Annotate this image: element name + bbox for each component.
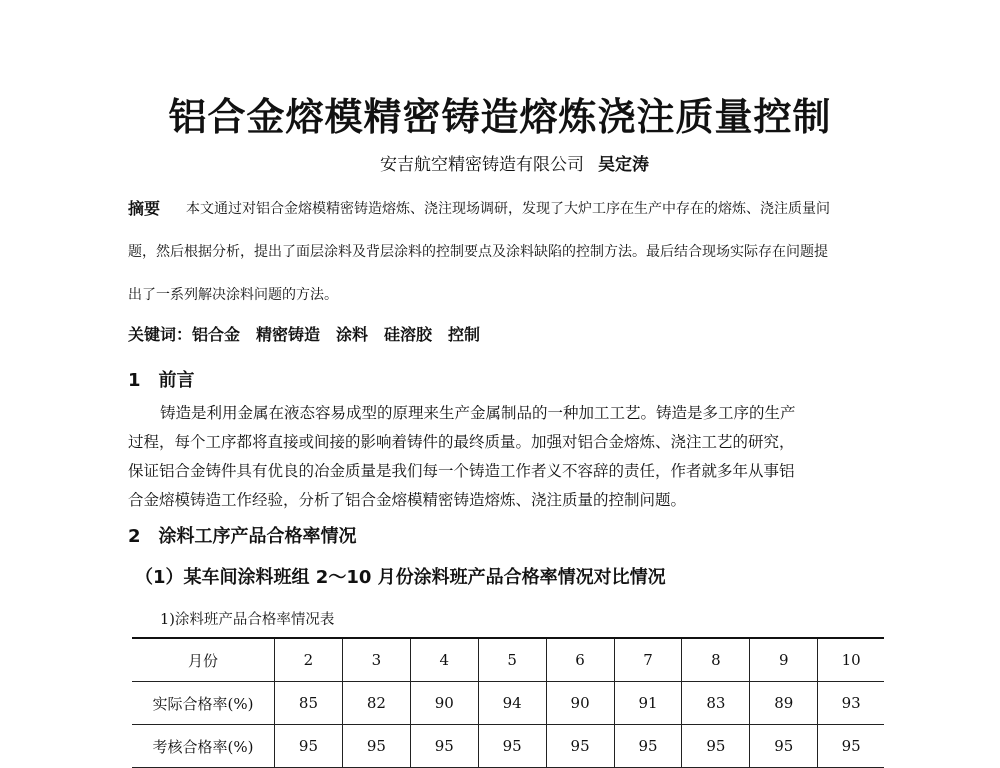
- table-cell: 95: [342, 725, 410, 768]
- table-row-actual: [132, 682, 884, 725]
- table-row-target: [132, 725, 884, 768]
- section-heading-intro: 1 前言: [128, 370, 195, 391]
- table-cell: 85: [275, 682, 343, 725]
- table-header-cell: 月份: [132, 638, 275, 682]
- table-cell: 95: [275, 725, 343, 768]
- paragraph-line: 过程，每个工序都将直接或间接的影响着铸件的最终质量。加强对铝合金熔炼、浇注工艺的研究，: [128, 433, 795, 451]
- paragraph-line: 合金熔模铸造工作经验，分析了铝合金熔模精密铸造熔炼、浇注质量的控制问题。: [128, 491, 687, 509]
- paragraph-line: 铸造是利用金属在液态容易成型的原理来生产金属制品的一种加工工艺。铸造是多工序的生产: [160, 404, 796, 422]
- subsection-heading: （1）某车间涂料班组 2～10 月份涂料班产品合格率情况对比情况: [135, 567, 666, 588]
- table-caption: 1)涂料班产品合格率情况表: [160, 612, 335, 628]
- table-header-cell: 5: [478, 638, 546, 682]
- table-cell: 93: [818, 682, 884, 725]
- table-header-cell: 6: [546, 638, 614, 682]
- table-header-cell: 2: [275, 638, 343, 682]
- abstract-line: 本文通过对铝合金熔模精密铸造熔炼、浇注现场调研，发现了大炉工序在生产中存在的熔炼、浇注质量问: [186, 201, 830, 217]
- pass-rate-table: [132, 637, 884, 768]
- table-row-label: 实际合格率(%): [132, 682, 275, 725]
- table-cell: 95: [614, 725, 682, 768]
- table-header-cell: 9: [750, 638, 818, 682]
- table-cell: 82: [342, 682, 410, 725]
- abstract-line: 题，然后根据分析，提出了面层涂料及背层涂料的控制要点及涂料缺陷的控制方法。最后结合现场实际存在问题提: [128, 244, 828, 260]
- table-cell: 95: [478, 725, 546, 768]
- table-cell: 94: [478, 682, 546, 725]
- table-cell: 95: [750, 725, 818, 768]
- table-header-cell: 7: [614, 638, 682, 682]
- table-cell: 90: [410, 682, 478, 725]
- table-header-cell: 10: [818, 638, 884, 682]
- table-header-row: [132, 638, 884, 682]
- paper-title: 铝合金熔模精密铸造熔炼浇注质量控制: [168, 95, 832, 139]
- table-cell: 95: [818, 725, 884, 768]
- table-header-cell: 4: [410, 638, 478, 682]
- table-header-cell: 3: [342, 638, 410, 682]
- table-cell: 89: [750, 682, 818, 725]
- table-cell: 95: [682, 725, 750, 768]
- abstract-label: 摘要: [128, 199, 161, 218]
- table-cell: 95: [546, 725, 614, 768]
- paragraph-line: 保证铝合金铸件具有优良的冶金质量是我们每一个铸造工作者义不容辞的责任，作者就多年从事铝: [128, 462, 795, 480]
- table-cell: 90: [546, 682, 614, 725]
- abstract-line: 出了一系列解决涂料问题的方法。: [128, 287, 338, 303]
- section-heading-coating: 2 涂料工序产品合格率情况: [128, 526, 357, 547]
- table-cell: 95: [410, 725, 478, 768]
- table-header-cell: 8: [682, 638, 750, 682]
- author-name: 吴定涛: [598, 155, 649, 175]
- table-cell: 83: [682, 682, 750, 725]
- table-cell: 91: [614, 682, 682, 725]
- table-row-label: 考核合格率(%): [132, 725, 275, 768]
- keywords: 关键词：铝合金 精密铸造 涂料 硅溶胶 控制: [128, 325, 481, 344]
- author-affiliation: 安吉航空精密铸造有限公司: [380, 155, 584, 175]
